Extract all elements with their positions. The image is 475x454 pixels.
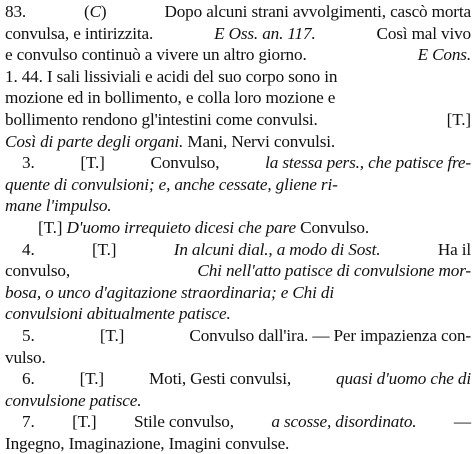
entry-6-text-a: Moti, Gesti convulsi,	[149, 369, 291, 389]
entry-5-line-1	[5, 325, 471, 347]
entry-83-text-c: Così mal vivo	[376, 23, 471, 43]
entry-3-text-c-italic: quente di convulsioni; e, anche cessate, gliene ri-	[5, 174, 338, 194]
entry-3-line-1	[5, 152, 471, 174]
entry-4-line-2	[5, 260, 471, 282]
entry-7-text-a-italic: a scosse, disordinato.	[271, 412, 417, 432]
entry-number-83: 83.	[5, 2, 27, 21]
entry-3-text-b-italic: la stessa pers., che patisce fre-	[265, 153, 471, 173]
entry-4-text-b-italic: Chi nell'atto patisce di convulsione mor-	[197, 261, 471, 281]
entry-3-line-3	[5, 195, 471, 217]
entry-number-4: 4.	[22, 239, 35, 259]
entry-4-line-3	[5, 282, 471, 304]
entry-83-text-f: mozione ed in bollimento, e colla loro mozione e	[5, 88, 336, 108]
entry-3-text-d-italic: mane l'impulso.	[5, 196, 112, 216]
entry-83-text-h: Mani, Nervi convulsi.	[187, 131, 336, 151]
entry-83-text-e: 1. 44. I sali lissiviali e acidi del suo corpo sono in	[5, 66, 338, 86]
entry-4-line-1	[5, 239, 471, 261]
entry-83-line-5	[5, 87, 471, 109]
entry-6-text-a-italic: quasi d'uomo che di	[336, 369, 471, 389]
source-tag-t: [T.]	[446, 109, 471, 129]
citation-oss: E Oss. an. 117.	[214, 23, 316, 43]
entry-7-line-1	[5, 411, 471, 433]
entry-7-text-b: Ingegno, Imaginazione, Imagini convulse.	[5, 433, 290, 453]
source-tag-c: (C)	[84, 2, 107, 21]
entry-5-text-a: Convulso dall'ira. — Per impazienza con-	[189, 325, 471, 345]
entry-83-line-7	[5, 131, 471, 153]
entry-6-line-1	[5, 368, 471, 390]
entry-83-text-g: bollimento rendono gl'intestini come convulsi.	[5, 109, 318, 129]
entry-4-line-4	[5, 303, 471, 325]
source-tag-t: [T.]	[99, 325, 125, 345]
entry-4-text-c-italic: bosa, o unco d'agitazione straordinaria; e Chi di	[5, 282, 334, 302]
em-dash: —	[453, 412, 471, 432]
entry-83-line-2	[5, 23, 471, 45]
entry-83-text-b: convulsa, e intirizzita.	[5, 23, 154, 43]
entry-83-text-h-italic: Così di parte degli organi.	[5, 131, 184, 151]
source-tag-t: [T.]	[80, 153, 105, 173]
entry-3-text-e: Convulso.	[300, 217, 369, 237]
source-tag-t: [T.]	[79, 369, 104, 389]
entry-83-text-d: e convulso continuò a vivere un altro giorno.	[5, 45, 307, 65]
entry-number-6: 6.	[22, 369, 35, 389]
entry-5-line-2	[5, 347, 471, 369]
citation-cons: E Cons.	[417, 45, 471, 65]
entry-83-line-4	[5, 66, 471, 88]
entry-83-line-6	[5, 109, 471, 131]
source-tag-t: [T.]	[38, 217, 63, 237]
source-tag-t: [T.]	[72, 412, 97, 432]
entry-4-text-a: Ha il	[437, 239, 471, 259]
entry-83-text-a: Dopo alcuni strani avvolgimenti, cascò morta	[164, 2, 471, 21]
entry-6-line-2	[5, 390, 471, 412]
entry-3-text-a: Convulso,	[150, 153, 220, 173]
entry-83-line-1	[5, 1, 471, 23]
entry-3-line-4	[5, 217, 471, 239]
entry-4-text-d-italic: convulsioni abitualmente patisce.	[5, 304, 231, 324]
entry-6-text-b-italic: convulsione patisce.	[5, 390, 142, 410]
entry-83-line-3	[5, 44, 471, 66]
entry-7-text-a: Stile convulso,	[133, 412, 234, 432]
entry-3-line-2	[5, 174, 471, 196]
entry-4-text-a-italic: In alcuni dial., a modo di Sost.	[173, 239, 381, 259]
entry-number-3: 3.	[22, 153, 35, 173]
entry-4-text-b: convulso,	[5, 261, 71, 281]
entry-5-text-b: vulso.	[5, 347, 46, 367]
entry-number-7: 7.	[22, 412, 35, 432]
entry-3-text-e-italic: D'uomo irrequieto dicesi che pare	[66, 217, 296, 237]
entry-number-5: 5.	[22, 325, 35, 345]
source-tag-t: [T.]	[91, 239, 117, 259]
